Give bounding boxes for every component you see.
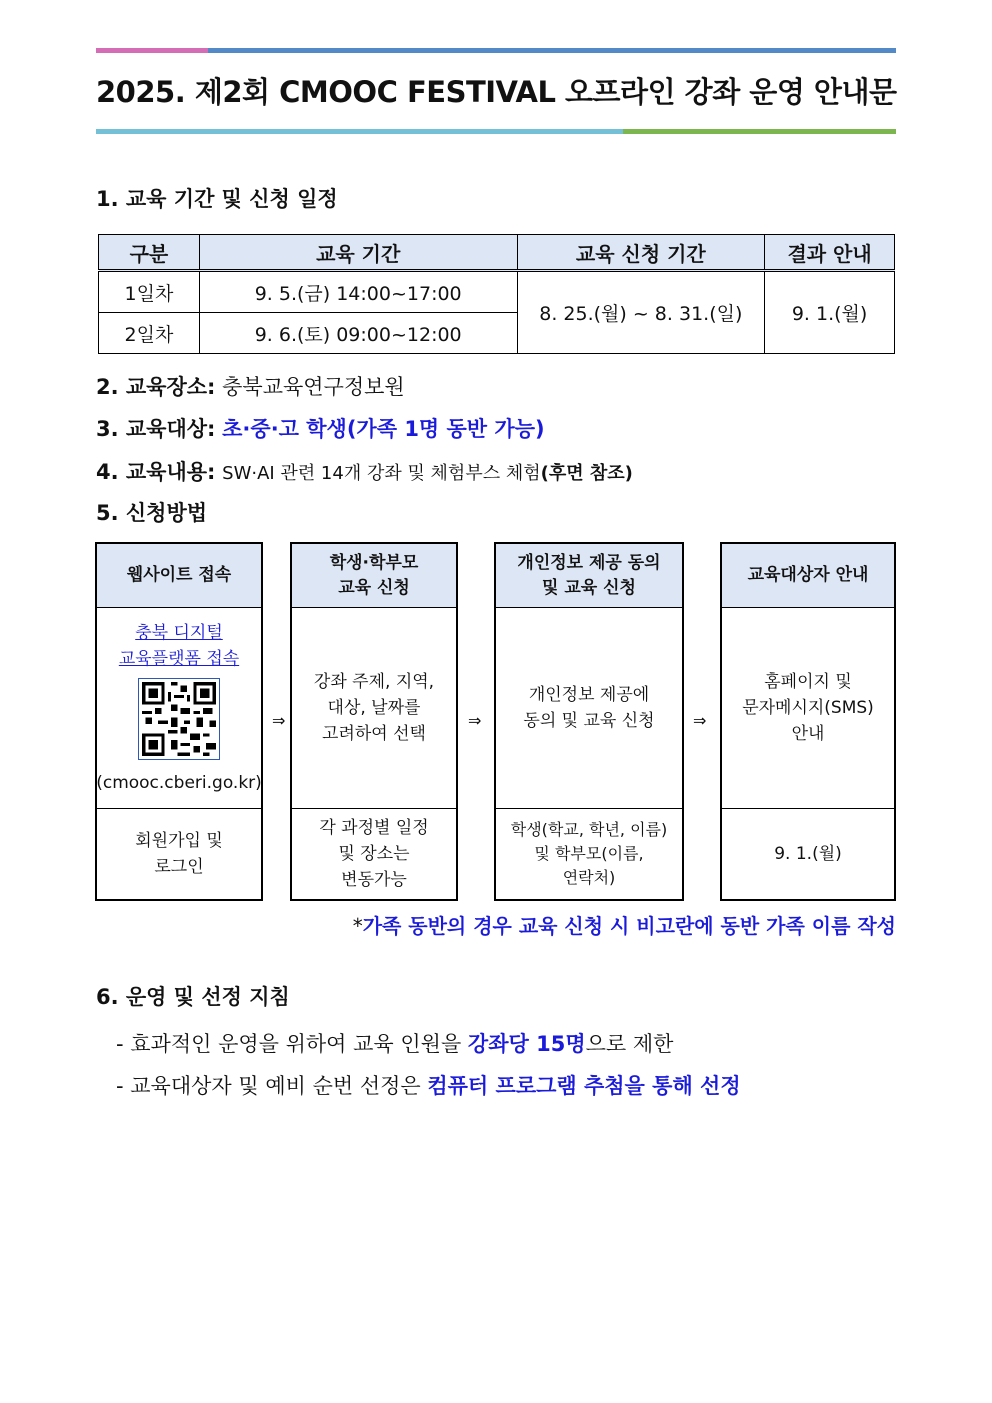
step-notice-foot1: 9. 1.(월) [774,844,842,864]
step-apply-foot2: 및 장소는 [338,844,410,864]
step-notice-body1: 홈페이지 및 [764,672,852,692]
step-notice-footer [722,808,894,899]
result-date: 9. 1.(월) [765,271,895,354]
step-apply [290,542,458,901]
section1-heading: 1. 교육 기간 및 신청 일정 [96,187,338,211]
step-notice-body [722,608,894,808]
table-row [99,271,895,313]
section6-heading: 6. 운영 및 선정 지침 [96,985,290,1009]
header-result: 결과 안내 [765,235,895,271]
section6-item1 [116,1028,673,1058]
step-notice-title: 교육대상자 안내 [722,544,894,608]
section6-item1-pre: - 효과적인 운영을 위하여 교육 인원을 [116,1032,468,1056]
step-consent-foot1: 학생(학교, 학년, 이름) [510,820,668,839]
step-apply-body [292,608,456,808]
day1-label: 1일차 [99,271,200,313]
section4-value: SW·AI 관련 14개 강좌 및 체험부스 체험 [222,463,541,484]
step-consent-body2: 동의 및 교육 신청 [523,711,655,731]
step-consent-body [496,608,682,808]
step-consent-body1: 개인정보 제공에 [528,685,650,705]
step-apply-foot1: 각 과정별 일정 [319,818,429,838]
header-apply-period: 교육 신청 기간 [517,235,765,271]
step-website-body [97,608,261,808]
platform-url: (cmooc.cberi.go.kr) [96,773,262,793]
header-period: 교육 기간 [199,235,517,271]
step-consent-title1: 개인정보 제공 동의 [517,552,661,573]
day2-period: 9. 6.(토) 09:00~12:00 [199,313,517,354]
step-website-title: 웹사이트 접속 [97,544,261,608]
section6-item2 [116,1070,741,1100]
section4-line [96,456,633,486]
step-apply-footer [292,808,456,899]
schedule-table [98,234,895,354]
step-apply-foot3: 변동가능 [341,870,407,890]
section6-item1-post: 으로 제한 [585,1032,674,1056]
step-apply-title2: 교육 신청 [338,577,410,598]
section4-note: (후면 참조) [540,463,633,484]
arrow-icon: ⇒ [693,711,707,730]
section2-value: 충북교육연구정보원 [222,375,405,399]
section6-item1-em: 강좌당 15명 [467,1032,586,1056]
family-note [353,910,896,939]
step-apply-body2: 대상, 날짜를 [327,698,421,718]
schedule-header-row [99,235,895,271]
bottom-bar-teal [96,129,623,134]
section2-label: 2. 교육장소: [96,375,216,399]
step-apply-body1: 강좌 주제, 지역, [313,672,435,692]
step-apply-title1: 학생·학부모 [329,552,419,573]
apply-period: 8. 25.(월) ~ 8. 31.(일) [517,271,765,354]
qr-code-icon[interactable] [138,678,220,760]
section2-line [96,371,405,401]
section3-line [96,413,545,443]
day2-label: 2일차 [99,313,200,354]
step-consent-title [496,544,682,608]
step-website [95,542,263,901]
step-consent-footer [496,808,682,899]
section5-heading: 5. 신청방법 [96,501,208,525]
bottom-bar-green [623,129,896,134]
step-apply-title [292,544,456,608]
step-consent-foot3: 연락처) [562,868,616,887]
page-title: 2025. 제2회 CMOOC FESTIVAL 오프라인 강좌 운영 안내문 [96,75,897,109]
section3-label: 3. 교육대상: [96,417,216,441]
platform-link-line2[interactable]: 교육플랫폼 접속 [118,649,240,669]
family-note-text: 가족 동반의 경우 교육 신청 시 비고란에 동반 가족 이름 작성 [362,914,896,938]
arrow-icon: ⇒ [272,711,286,730]
top-bar-blue [208,48,896,53]
step-consent [494,542,684,901]
step-consent-foot2: 및 학부모(이름, [534,844,644,863]
platform-link-line1[interactable]: 충북 디지털 [135,623,223,643]
section4-label: 4. 교육내용: [96,460,216,484]
section3-value: 초·중·고 학생(가족 1명 동반 가능) [222,417,545,441]
step-consent-title2: 및 교육 신청 [542,577,636,598]
step-website-foot2: 로그인 [154,857,204,877]
day1-period: 9. 5.(금) 14:00~17:00 [199,271,517,313]
section6-item2-em: 컴퓨터 프로그램 추첨을 통해 선정 [427,1074,741,1098]
family-note-star: * [352,914,363,938]
step-notice [720,542,896,901]
step-website-foot1: 회원가입 및 [135,831,223,851]
step-notice-body3: 안내 [791,724,825,744]
header-category: 구분 [99,235,200,271]
top-bar-pink [96,48,208,53]
arrow-icon: ⇒ [468,711,482,730]
step-apply-body3: 고려하여 선택 [322,724,426,744]
step-notice-body2: 문자메시지(SMS) [742,698,874,718]
step-website-footer [97,808,261,899]
section6-item2-pre: - 교육대상자 및 예비 순번 선정은 [116,1074,428,1098]
